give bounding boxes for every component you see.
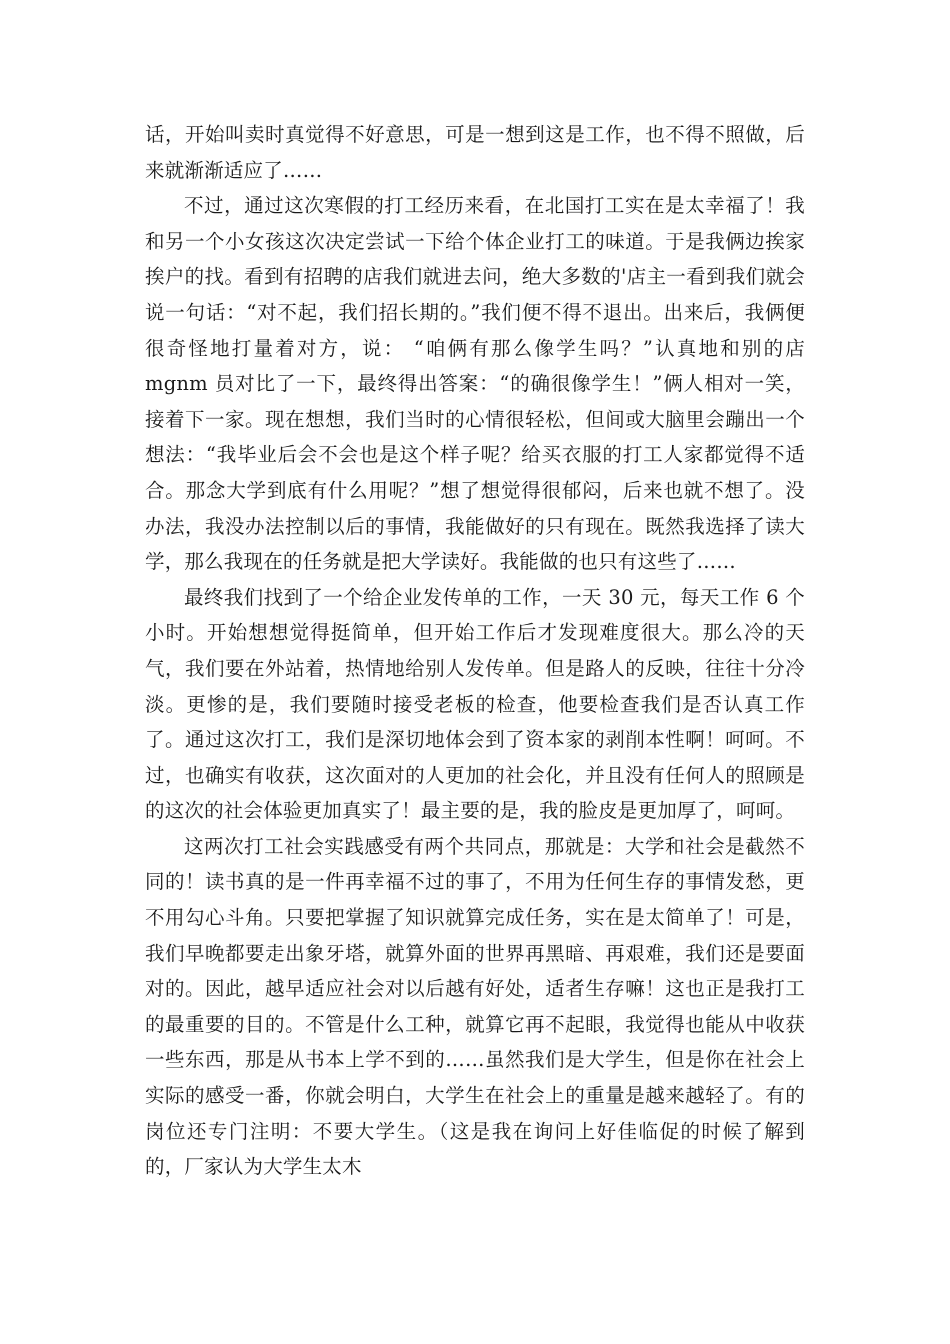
paragraph-part-time-search: 不过，通过这次寒假的打工经历来看，在北国打工实在是太幸福了！我和另一个小女孩这次决定尝试一下给个体企业打工的味道。于是我俩边挨家挨户的找。看到有招聘的店我们就进去问，绝大多数的'店主一看到我们就会说一句话：“对不起，我们招长期的。”我们便不得不退出。出来后，我俩便很奇怪地打量着对方，说： “咱俩有那么像学生吗？”认真地和别的店 mgnm 员对比了一下，最终得出答案：“的确很像学生！”俩人相对一笑，接着下一家。现在想想，我们当时的心情很轻松，但间或大脑里会蹦出一个想法：“我毕业后会不会也是这个样子呢？给买衣服的打工人家都觉得不适合。那念大学到底有什么用呢？”想了想觉得很郁闷，后来也就不想了。没办法，我没办法控制以后的事情，我能做好的只有现在。既然我选择了读大学，那么我现在的任务就是把大学读好。我能做的也只有这些了…… [145, 194, 805, 574]
paragraph-flyer-job: 最终我们找到了一个给企业发传单的工作，一天 30 元，每天工作 6 个小时。开始想想觉得挺简单，但开始工作后才发现难度很大。那么冷的天气，我们要在外站着，热情地给别人发传单。但是路人的反映，往往十分冷淡。更惨的是，我们要随时接受老板的检查，他要检查我们是否认真工作了。通过这次打工，我们是深切地体会到了资本家的剥削本性啊！呵呵。不过，也确实有收获，这次面对的人更加的社会化，并且没有任何人的照顾是的这次的社会体验更加真实了！最主要的是，我的脸皮是更加厚了，呵呵。 [145, 585, 805, 823]
paragraph-continued: 话，开始叫卖时真觉得不好意思，可是一想到这是工作，也不得不照做，后来就渐渐适应了…… [145, 123, 805, 182]
body-text [145, 117, 805, 1185]
paragraph-reflection: 这两次打工社会实践感受有两个共同点，那就是：大学和社会是截然不同的！读书真的是一件再幸福不过的事了，不用为任何生存的事情发愁，更不用勾心斗角。只要把掌握了知识就算完成任务，实在是太简单了！可是，我们早晚都要走出象牙塔，就算外面的世界再黑暗、再艰难，我们还是要面对的。因此，越早适应社会对以后越有好处，适者生存嘛！这也正是我打工的最重要的目的。不管是什么工种，就算它再不起眼，我觉得也能从中收获一些东西，那是从书本上学不到的……虽然我们是大学生，但是你在社会上实际的感受一番，你就会明白，大学生在社会上的重量是越来越轻了。有的岗位还专门注明：不要大学生。（这是我在询问上好佳临促的时候了解到的，厂家认为大学生太木 [145, 834, 805, 1179]
